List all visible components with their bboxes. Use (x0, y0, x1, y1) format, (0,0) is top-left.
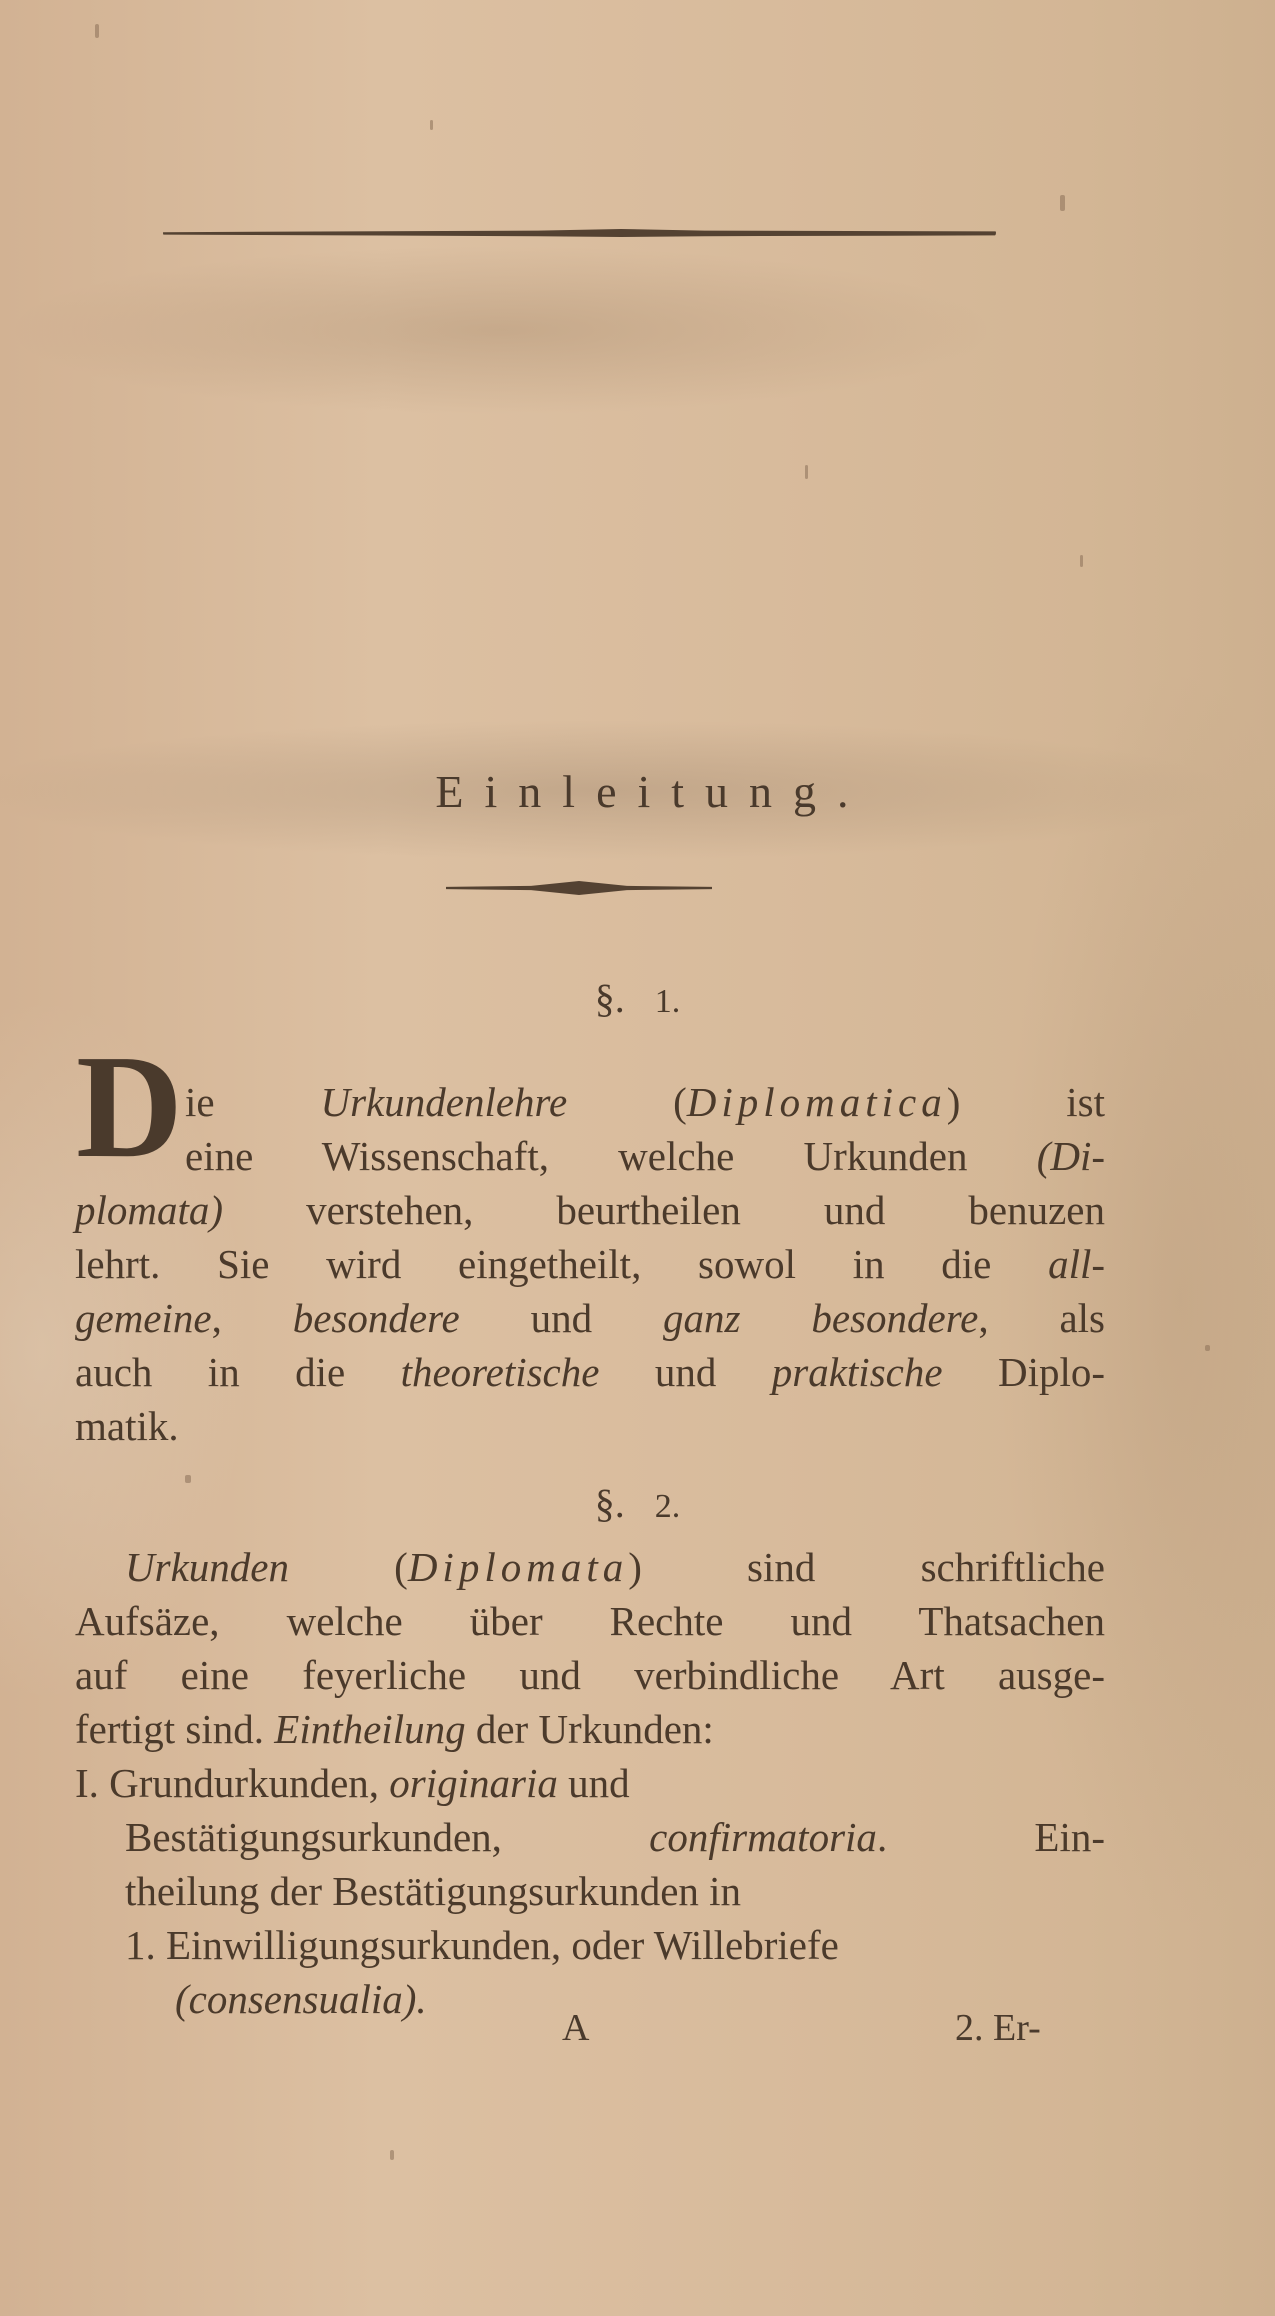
text-run: ( (288, 1544, 408, 1590)
text-run: , (211, 1295, 293, 1341)
paper-speck (95, 24, 99, 38)
text-run: fertigt sind. (75, 1706, 275, 1752)
text-run: Diplo- (942, 1349, 1106, 1395)
text-run: und (599, 1349, 772, 1395)
text-run: verstehen, beurtheilen und benuzen (223, 1187, 1105, 1233)
italic-text: Diplomata (407, 1544, 629, 1590)
text-run: eine Wissenschaft, welche Urkunden (185, 1133, 1037, 1179)
section-heading-2 (0, 1480, 1275, 1527)
text-run: auf eine feyerliche und verbindliche Art ausge- (75, 1652, 1105, 1698)
text-line (75, 1864, 1105, 1918)
text-run: . Ein- (876, 1814, 1105, 1860)
text-line (75, 1291, 1105, 1345)
text-run: ) ist (946, 1079, 1105, 1125)
text-line (75, 1810, 1105, 1864)
italic-text: Urkundenlehre (320, 1079, 568, 1125)
italic-text: theoretische (400, 1349, 600, 1395)
section-2-paragraph (75, 1540, 1105, 2026)
text-run: I. Grundurkunden, (75, 1760, 390, 1806)
italic-text: Urkunden (125, 1544, 289, 1590)
chapter-title: Einleitung. (435, 766, 870, 817)
text-run: Bestätigungsurkunden, (125, 1814, 650, 1860)
text-line (75, 1075, 1105, 1129)
text-line (75, 1540, 1105, 1594)
italic-text: ganz besondere (663, 1295, 979, 1341)
italic-text: Eintheilung (274, 1706, 466, 1752)
text-line (75, 1345, 1105, 1399)
text-line (75, 1399, 1105, 1453)
section-sign: §. (594, 1481, 625, 1526)
text-run: ) sind schriftliche (628, 1544, 1106, 1590)
text-line (75, 1702, 1105, 1756)
signature-mark: A (562, 2007, 590, 2049)
italic-text: besondere (292, 1295, 460, 1341)
section-number: 1. (654, 983, 681, 1020)
text-line (75, 1594, 1105, 1648)
text-line (75, 1237, 1105, 1291)
italic-text: confirmatoria (649, 1814, 877, 1860)
italic-text: praktische (771, 1349, 943, 1395)
list-item-I (75, 1756, 1105, 1810)
catchword: 2. Er- (955, 2007, 1041, 2049)
paper-speck (805, 465, 808, 479)
text-run: matik. (75, 1403, 179, 1449)
text-run: , als (978, 1295, 1106, 1341)
italic-text: all- (1048, 1241, 1105, 1287)
section-number: 2. (654, 1488, 681, 1525)
top-ornamental-rule (163, 229, 996, 237)
text-run: 1. Einwilligungsurkunden, oder Willebriefe (125, 1922, 839, 1968)
text-line (75, 1648, 1105, 1702)
paper-speck (1080, 555, 1083, 567)
italic-text: plomata) (75, 1187, 224, 1233)
italic-text: Diplomatica (686, 1079, 947, 1125)
italic-text: (consensualia). (175, 1976, 427, 2022)
text-run: theilung der Bestätigungsurkunden in (125, 1868, 742, 1914)
paper-speck (1205, 1345, 1210, 1351)
section-sign: §. (594, 976, 625, 1021)
text-run: und (459, 1295, 663, 1341)
text-line (75, 1129, 1105, 1183)
italic-text: originaria (389, 1760, 558, 1806)
section-heading-1 (0, 975, 1275, 1022)
list-item-1 (75, 1918, 1105, 1972)
paper-speck (430, 120, 433, 130)
text-run: Aufsäze, welche über Rechte und Thatsachen (75, 1598, 1105, 1644)
paper-speck (1060, 195, 1065, 211)
text-line (75, 1972, 1105, 2026)
drop-cap: D (76, 1025, 183, 1189)
text-line (75, 1183, 1105, 1237)
italic-text: (Di- (1036, 1133, 1105, 1179)
text-run: ie (185, 1079, 321, 1125)
text-run: lehrt. Sie wird eingetheilt, sowol in die (75, 1241, 1049, 1287)
text-run: ( (567, 1079, 687, 1125)
text-run: der Urkunden: (465, 1706, 714, 1752)
italic-text: gemeine (75, 1295, 212, 1341)
text-run: und (557, 1760, 630, 1806)
section-1-paragraph (75, 1075, 1105, 1453)
title-ornamental-rule (446, 881, 712, 895)
paper-speck (390, 2150, 394, 2160)
text-run: auch in die (75, 1349, 401, 1395)
